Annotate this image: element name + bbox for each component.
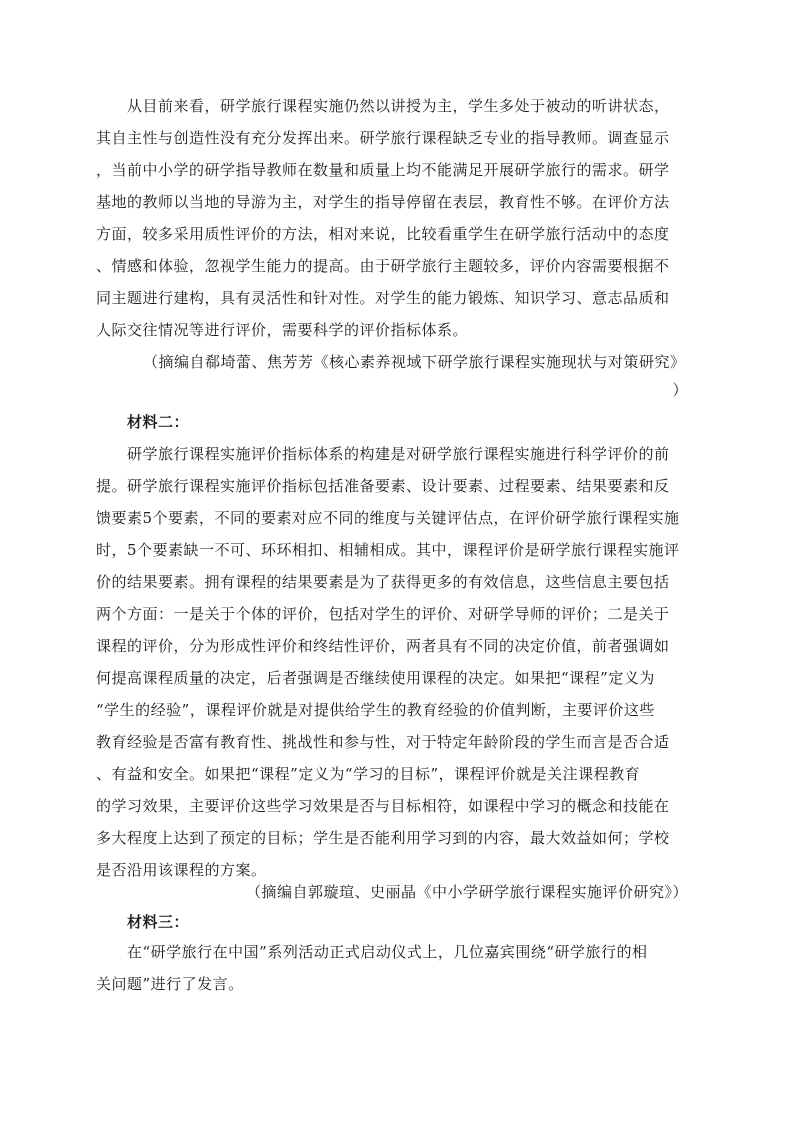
material-2-line-5: 价的结果要素。拥有课程的结果要素是为了获得更多的有效信息，这些信息主要包括 — [96, 573, 670, 591]
material-2-line-6: 两个方面：一是关于个体的评价，包括对学生的评价、对研学导师的评价；二是关于 — [96, 605, 670, 623]
material-2-line-7: 课程的评价，分为形成性评价和终结性评价，两者具有不同的决定价值，前者强调如 — [96, 637, 670, 655]
paragraph-1-line-1: 从目前来看，研学旅行课程实施仍然以讲授为主，学生多处于被动的听讲状态， — [127, 97, 670, 115]
material-2-line-14: 是否沿用该课程的方案。 — [96, 861, 267, 879]
paragraph-1-line-8: 人际交往情况等进行评价，需要科学的评价指标体系。 — [96, 321, 469, 339]
paragraph-1-line-5: 方面，较多采用质性评价的方法，相对来说，比较看重学生在研学旅行活动中的态度 — [96, 225, 670, 243]
material-2-line-12: 的学习效果，主要评价这些学习效果是否与目标相符，如课程中学习的概念和技能在 — [96, 797, 670, 815]
material-2-line-9: “学生的经验”，课程评价就是对提供给学生的教育经验的价值判断，主要评价这些 — [96, 701, 655, 719]
source-citation-1-end: ） — [672, 381, 688, 399]
source-citation-1: （摘编自郗埼蕾、焦芳芳《核心素养视域下研学旅行课程实施现状与对策研究》 — [143, 353, 686, 371]
material-2-line-11: 、有益和安全。如果把“课程”定义为“学习的目标”，课程评价就是关注课程教育 — [96, 765, 641, 783]
material-2-line-8: 何提高课程质量的决定，后者强调是否继续使用课程的决定。如果把“课程”定义为 — [96, 669, 655, 687]
paragraph-1-line-3: ，当前中小学的研学指导教师在数量和质量上均不能满足开展研学旅行的需求。研学 — [96, 161, 670, 179]
material-2-line-1: 研学旅行课程实施评价指标体系的构建是对研学旅行课程实施进行科学评价的前 — [127, 445, 670, 463]
material-2-line-4: 时，5个要素缺一不可、环环相扣、相辅相成。其中，课程评价是研学旅行课程实施评 — [96, 541, 680, 559]
source-citation-2: （摘编自郭璇瑄、史丽晶《中小学研学旅行课程实施评价研究》） — [245, 883, 688, 901]
material-2-line-2: 提。研学旅行课程实施评价指标包括准备要素、设计要素、过程要素、结果要素和反 — [96, 477, 670, 495]
material-2-line-13: 多大程度上达到了预定的目标；学生是否能利用学习到的内容，最大效益如何；学校 — [96, 829, 670, 847]
material-2-heading: 材料二： — [127, 413, 190, 431]
material-3-line-1: 在“研学旅行在中国”系列活动正式启动仪式上，几位嘉宾围绕“研学旅行的相 — [127, 943, 648, 961]
material-3-line-2: 关问题”进行了发言。 — [96, 975, 244, 993]
paragraph-1-line-4: 基地的教师以当地的导游为主，对学生的指导停留在表层，教育性不够。在评价方法 — [96, 193, 670, 211]
paragraph-1-line-7: 同主题进行建构，具有灵活性和针对性。对学生的能力锻炼、知识学习、意志品质和 — [96, 289, 670, 307]
material-2-line-10: 教育经验是否富有教育性、挑战性和参与性，对于特定年龄阶段的学生而言是否合适 — [96, 733, 670, 751]
paragraph-1-line-2: 其自主性与创造性没有充分发挥出来。研学旅行课程缺乏专业的指导教师。调查显示 — [96, 129, 670, 147]
material-3-heading: 材料三： — [127, 913, 190, 931]
paragraph-1-line-6: 、情感和体验，忽视学生能力的提高。由于研学旅行主题较多，评价内容需要根据不 — [96, 257, 670, 275]
material-2-line-3: 馈要素5个要素，不同的要素对应不同的维度与关键评估点，在评价研学旅行课程实施 — [96, 509, 680, 527]
